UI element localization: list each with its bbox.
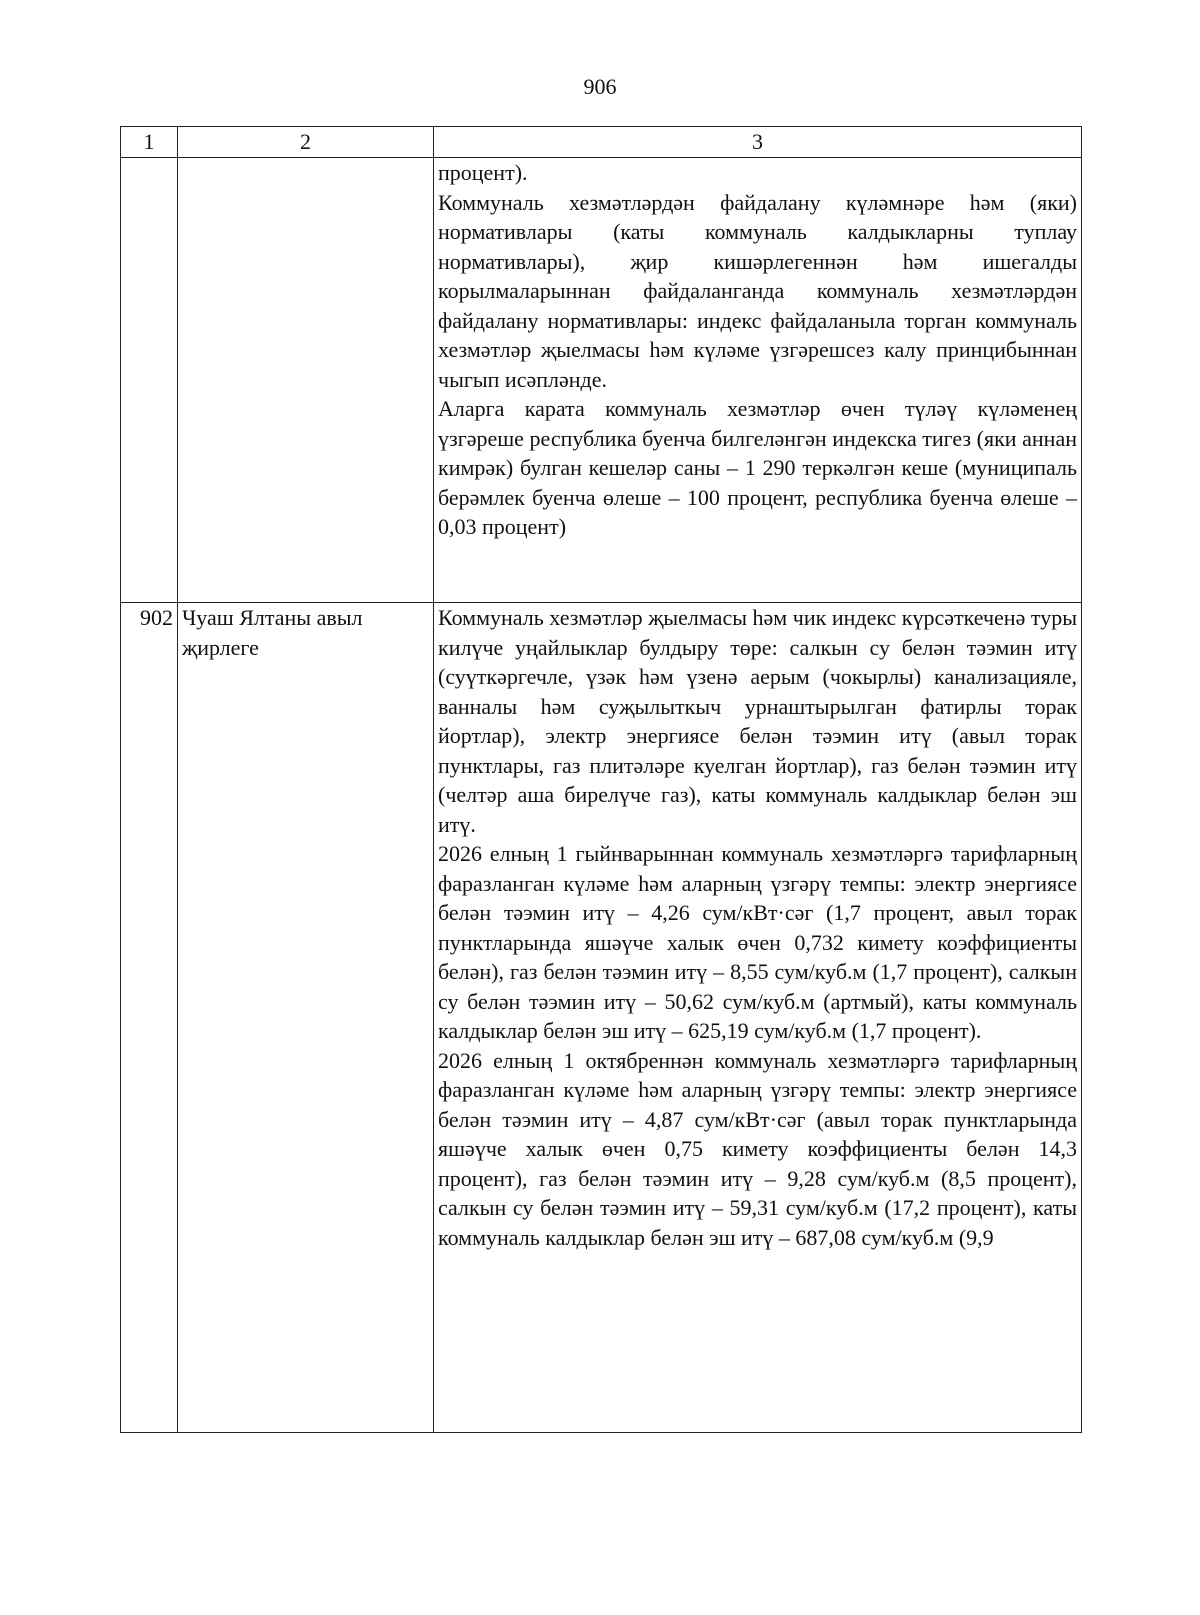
row-description	[434, 603, 1082, 1433]
paragraph: 2026 елның 1 октябреннән коммуналь хезмәтләргә тарифларның фаразланган күләме һәм аларның үзгәрү темпы: электр энергиясе белән тәэмин итү – 4,87 сум/кВт·сәг (авыл торак пунктларында яшәүче халык өчен 0,75 кимету коэффициенты белән 14,3 процент), газ белән тәэмин итү – 9,28 сум/куб.м (8,5 процент), салкын су белән тәэмин итү – 59,31 сум/куб.м (17,2 процент), каты коммуналь калдыклар белән эш итү – 687,08 сум/куб.м (9,9	[438, 1047, 1077, 1250]
row-description	[434, 158, 1082, 603]
paragraph: 2026 елның 1 гыйнварыннан коммуналь хезмәтләргә тарифларның фаразланган күләме һәм аларның үзгәрү темпы: электр энергиясе белән тәэмин итү – 4,26 сум/кВт·сәг (1,7 процент, авыл торак пунктларында яшәүче халык өчен 0,732 кимету коэффициенты белән), газ белән тәэмин итү – 8,55 сум/куб.м (1,7 процент), салкын су белән тәэмин итү – 50,62 сум/куб.м (артмый), каты коммуналь калдыклар белән эш итү – 625,19 сум/куб.м (1,7 процент).	[438, 841, 1077, 1043]
page-number: 906	[583, 74, 617, 99]
row-number	[121, 158, 178, 603]
table-header	[121, 127, 1082, 158]
paragraph: Коммуналь хезмәтләрдән файдалану күләмнәре һәм (яки) нормативлары (каты коммуналь калдыкларны туплау нормативлары), җир кишәрлегеннән һәм ишегалды корылмаларыннан файдаланганда коммуналь хезмәтләрдән файдалану нормативлары: индекс файдаланыла торган коммуналь хезмәтләр җыелмасы һәм күләме үзгәрешсез калу принцибыннан чыгып исәпләнде.	[438, 189, 1077, 392]
header-row	[121, 127, 1082, 158]
paragraph: Аларга карата коммуналь хезмәтләр өчен түләү күләменең үзгәреше республика буенча билгеләнгән индекска тигез (яки аннан кимрәк) булган кешеләр саны – 1 290 теркәлгән кеше (муниципаль берәмлек буенча өлеше – 100 процент, республика буенча өлеше – 0,03 процент)	[438, 396, 1077, 539]
paragraph: Коммуналь хезмәтләр җыелмасы һәм чик индекс күрсәткеченә туры килүче уңайлыклар булдыру төре: салкын су белән тәэмин итү (суүткәргечле, үзәк һәм үзенә аерым (чокырлы) канализацияле, ванналы һәм суҗылыткыч урнаштырылган фатирлы торак йортлар), электр энергиясе белән тәэмин итү (авыл торак пунктлары, газ плитәләре куелган йортлар), газ белән тәэмин итү (челтәр аша бирелүче газ), каты коммуналь калдыклар белән эш итү.	[438, 605, 1077, 837]
row-number: 902	[121, 603, 178, 1433]
column-header-1: 1	[121, 127, 178, 158]
document-table	[120, 126, 1082, 1433]
column-header-3: 3	[434, 127, 1082, 158]
settlement-name	[178, 158, 434, 603]
table-row	[121, 158, 1082, 603]
paragraph: процент).	[438, 160, 528, 185]
table-row	[121, 603, 1082, 1433]
column-header-2: 2	[178, 127, 434, 158]
settlement-name: Чуаш Ялтаны авыл җирлеге	[178, 603, 434, 1433]
